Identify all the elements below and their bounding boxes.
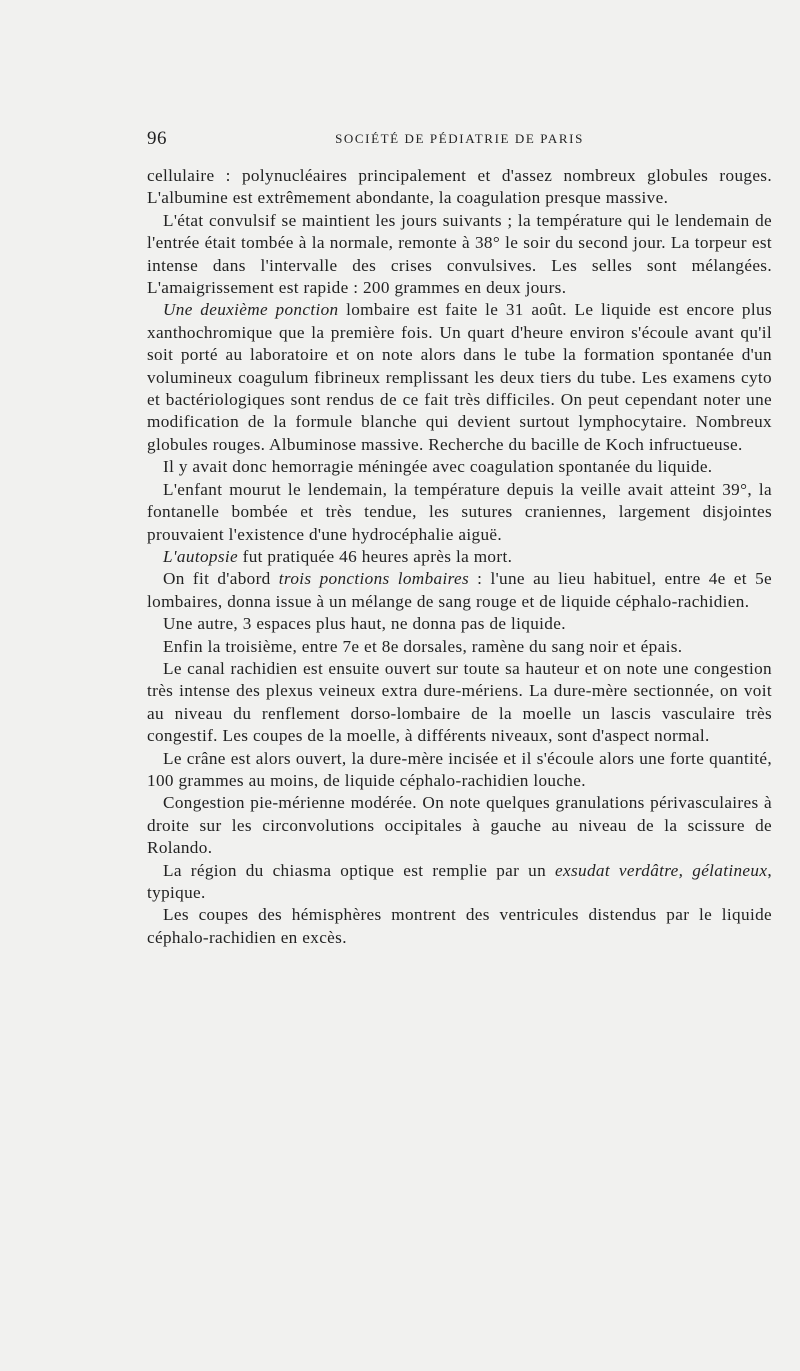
paragraph-emphasis: L'autopsie	[163, 546, 238, 566]
paragraph	[147, 860, 772, 905]
paragraph	[147, 165, 772, 210]
paragraph	[147, 456, 772, 478]
paragraph	[147, 546, 772, 568]
paragraph	[147, 613, 772, 635]
paragraph	[147, 210, 772, 300]
paragraph-text: fut pratiquée 46 heures après la mort.	[237, 546, 513, 566]
running-title: SOCIÉTÉ DE PÉDIATRIE DE PARIS	[335, 131, 584, 146]
paragraph-text: L'état convulsif se maintient les jours suivants ; la température qui le lendemain de l'entrée était tombée à la normale, remonte à 38° le soir du second jour. La torpeur est intense dans l'intervalle des crises convulsives. Les selles sont mélangées. L'amaigrissement est rapide : 200 grammes en deux jours.	[147, 210, 772, 298]
paragraph	[147, 748, 772, 793]
paragraph-emphasis: trois ponctions lombaires	[278, 569, 470, 589]
running-head	[147, 128, 772, 150]
paragraph	[147, 658, 772, 748]
paragraph-text: : l'une au lieu habituel, entre 4e et 5e lombaires, donna issue à un mélange de sang rouge et de liquide céphalo-rachidien.	[147, 569, 772, 611]
paragraph-text: , typique.	[147, 860, 772, 902]
paragraph-text: Les coupes des hémisphères montrent des ventricules distendus par le liquide céphalo-rachidien en excès.	[147, 905, 772, 947]
paragraph-text: Il y avait donc hemorragie méningée avec coagulation spontanée du liquide.	[163, 457, 713, 477]
paragraph-text: Le crâne est alors ouvert, la dure-mère incisée et il s'écoule alors une forte quantité, 100 grammes au moins, de liquide céphalo-rachidien louche.	[147, 748, 772, 790]
paragraph	[147, 299, 772, 456]
paragraph	[147, 904, 772, 949]
paragraph	[147, 479, 772, 546]
paragraph-emphasis: Une deuxième ponction	[163, 300, 339, 320]
paragraph-text: La région du chiasma optique est remplie par un	[163, 860, 555, 880]
body-text	[147, 165, 772, 949]
paragraph-text: Enfin la troisième, entre 7e et 8e dorsales, ramène du sang noir et épais.	[163, 636, 683, 656]
paragraph-text: On fit d'abord	[163, 569, 279, 589]
paragraph-text: lombaire est faite le 31 août. Le liquide est encore plus xanthochromique que la première fois. Un quart d'heure environ s'écoule avant qu'il soit porté au laboratoire et on note alors dans le tube la formation spontanée d'un volumineux coagulum fibrineux remplissant les deux tiers du tube. Les examens cyto et bactériologiques sont rendus de ce fait très difficiles. On peut cependant noter une modification de la formule blanche qui devient surtout lymphocytaire. Nombreux globules rouges. Albuminose massive. Recherche du bacille de Koch infructueuse.	[147, 300, 772, 454]
page-number: 96	[147, 128, 167, 149]
paragraph-text: Une autre, 3 espaces plus haut, ne donna pas de liquide.	[163, 614, 566, 634]
paragraph	[147, 568, 772, 613]
paragraph-text: L'enfant mourut le lendemain, la température depuis la veille avait atteint 39°, la fontanelle bombée et très tendue, les sutures craniennes, largement disjointes prouvaient l'existence d'une hydrocéphalie aiguë.	[147, 479, 772, 544]
paragraph	[147, 636, 772, 658]
paragraph-emphasis: exsudat verdâtre, gélatineux	[555, 860, 768, 880]
paragraph-text: Le canal rachidien est ensuite ouvert sur toute sa hauteur et on note une congestion très intense des plexus veineux extra dure-mériens. La dure-mère sectionnée, on voit au niveau du renflement dorso-lombaire de la moelle un lascis vasculaire très congestif. Les coupes de la moelle, à différents niveaux, sont d'aspect normal.	[147, 658, 772, 746]
paragraph-text: cellulaire : polynucléaires principalement et d'assez nombreux globules rouges. L'albumine est extrêmement abondante, la coagulation presque massive.	[147, 166, 772, 208]
paragraph	[147, 792, 772, 859]
paragraph-text: Congestion pie-mérienne modérée. On note quelques granulations périvasculaires à droite sur les circonvolutions occipitales à gauche au niveau de la scissure de Rolando.	[147, 793, 772, 858]
